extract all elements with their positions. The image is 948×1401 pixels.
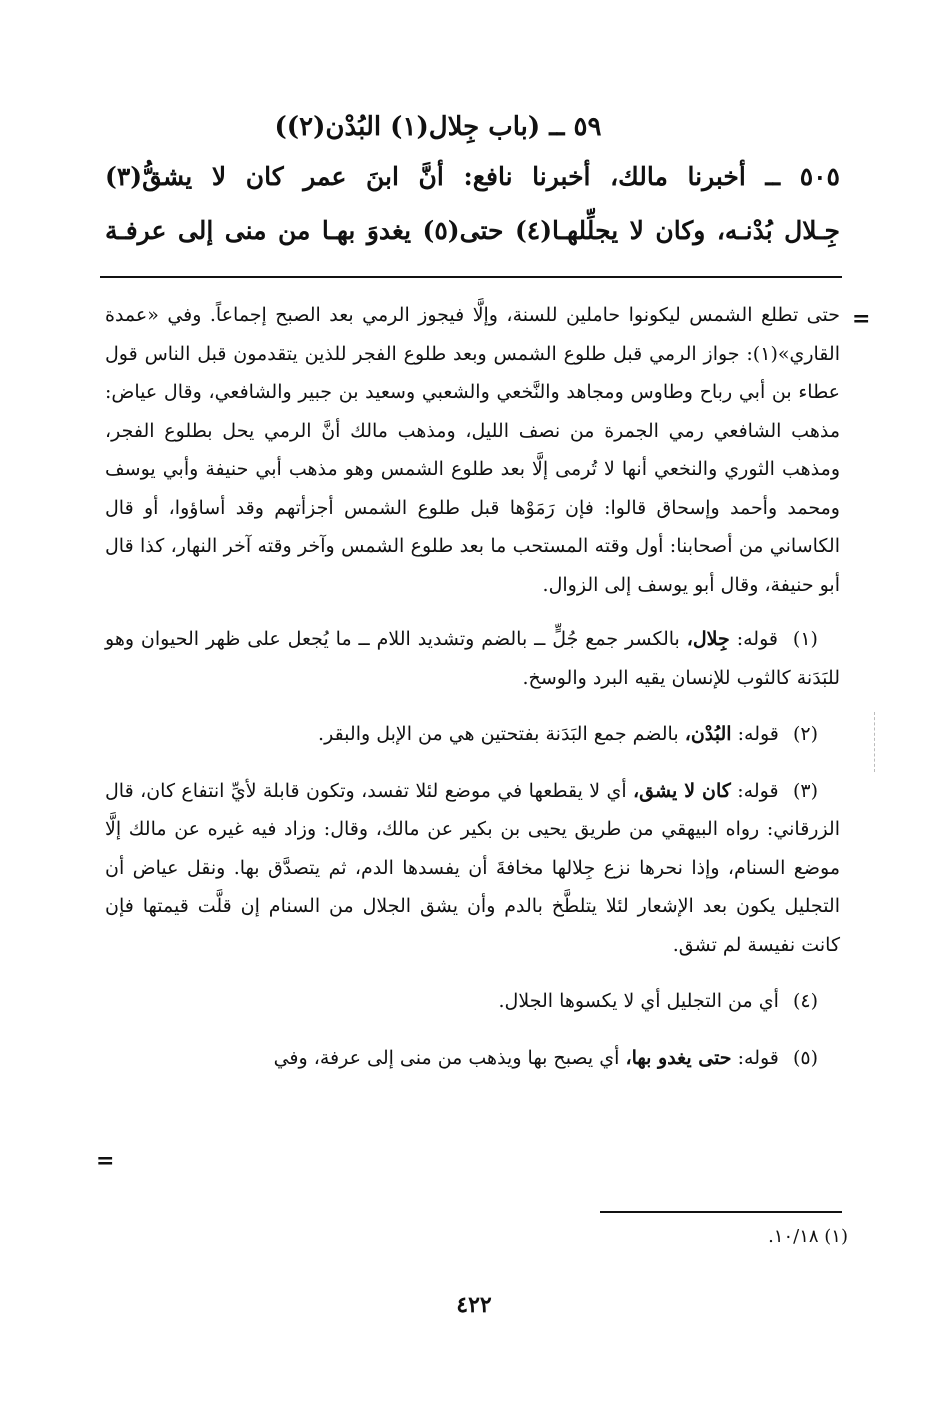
footnote-separator-rule xyxy=(600,1211,842,1213)
bottom-footnote: (١) ١٠/١٨. xyxy=(768,1226,848,1247)
footnote-2 xyxy=(105,715,840,754)
footnote-keyword: كان لا يشق، xyxy=(633,779,731,802)
continuation-marker-bottom: = xyxy=(96,1148,115,1174)
footnote-1 xyxy=(105,620,840,697)
footnote-lead: قوله: xyxy=(737,779,779,802)
footnote-lead: قوله: xyxy=(737,723,779,745)
footnote-number: (٣) xyxy=(792,779,818,802)
main-hadith-text xyxy=(105,150,840,258)
footnote-number: (٥) xyxy=(792,1046,818,1069)
footnote-lead: قوله: xyxy=(736,628,778,650)
commentary-notes xyxy=(105,296,840,1095)
continuation-marker-top: = xyxy=(852,306,871,332)
footnote-text: أي يصبح بها ويذهب من منى إلى عرفة، وفي xyxy=(273,1046,620,1069)
margin-scan-mark xyxy=(874,712,876,772)
main-separator-rule xyxy=(100,276,842,278)
footnote-number: (٢) xyxy=(792,723,818,745)
footnote-text: بالكسر جمع جُلٍّ ــ بالضم وتشديد اللام ــ ما يُجعل على ظهر الحيوان وهو للبَدَنة كالثوب للإنسان يقيه البرد والوسخ. xyxy=(105,628,840,689)
footnote-lead: قوله: xyxy=(737,1046,779,1069)
page-number: ٤٢٢ xyxy=(456,1292,492,1318)
footnote-text: أي لا يقطعها في موضع لئلا تفسد، وتكون قابلة لأيِّ انتفاع كان، قال الزرقاني: رواه البيهقي من طريق يحيى بن بكير عن مالك، وقال: وزاد فيه غيره عن مالك إلَّا موضع السنام، وإذا نحرها نزع جِلالها مخافةَ أن يفسدها الدم، ثم يتصدَّق بها. ونقل عياض أن التجليل يكون بعد الإشعار لئلا يتلطَّخ بالدم وأن يشق الجلال من السنام إن قلَّت قيمتها فإن كانت نفيسة لم تشق. xyxy=(105,779,840,956)
continuation-note: حتى تطلع الشمس ليكونوا حاملين للسنة، وإلَّا فيجوز الرمي بعد الصبح إجماعاً. وفي «عمدة القاري»(١): جواز الرمي قبل طلوع الشمس وبعد طلوع الفجر للذين يتقدمون قبل الناس قول عطاء بن أبي رباح وطاوس ومجاهد والنَّخعي والشعبي وسعيد بن جبير والشافعي، وقال عياض: مذهب الشافعي رمي الجمرة من نصف الليل، ومذهب مالك أنَّ الرمي يحل بطلوع الفجر، ومذهب الثوري والنخعي أنها لا تُرمى إلَّا بعد طلوع الشمس وهو مذهب أبي حنيفة وأبي يوسف ومحمد وأحمد وإسحاق قالوا: فإن رَمَوْها قبل طلوع الشمس أجزأتهم وقد أساؤوا، أو قال الكاساني من أصحابنا: أول وقته المستحب ما بعد طلوع الشمس وآخر وقته آخر النهار، كذا قال أبو حنيفة، وقال أبو يوسف إلى الزوال. xyxy=(105,304,840,596)
footnote-4 xyxy=(105,982,840,1021)
footnote-keyword: البُدْن، xyxy=(684,723,732,745)
footnote-text: أي من التجليل أي لا يكسوها الجلال. xyxy=(498,990,779,1012)
chapter-title: ٥٩ ــ (باب جِلال(١) البُدْن(٢)) xyxy=(274,112,602,142)
footnote-3 xyxy=(105,772,840,965)
footnote-number: (١) xyxy=(792,628,818,650)
footnote-number: (٤) xyxy=(792,990,818,1012)
footnote-5 xyxy=(105,1039,840,1078)
footnote-keyword: حتى يغدو بها، xyxy=(625,1046,732,1069)
main-text-line-1: ٥٠٥ ــ أخبرنا مالك، أخبرنا نافع: أنَّ ابنَ عمر كان لا يشقُّ(٣) xyxy=(105,162,840,191)
footnote-text: بالضم جمع البَدَنة بفتحتين هي من الإبل والبقر. xyxy=(318,723,679,745)
footnote-keyword: جِلال، xyxy=(686,628,730,650)
main-text-line-2: جِـلال بُدْنـه، وكان لا يجلِّلهـا(٤) حتى(٥) يغدوَ بهـا من منى إلى عرفـة xyxy=(105,216,840,245)
